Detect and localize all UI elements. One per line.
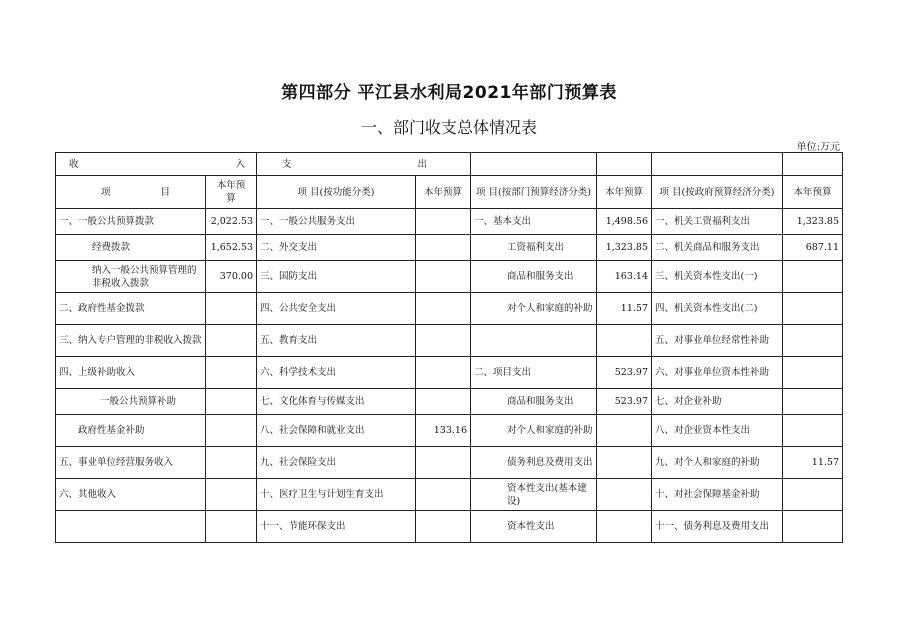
gov-item-cell: 八、对企业资本性支出: [652, 415, 783, 447]
func-amount-cell: [416, 235, 471, 261]
table-row: [56, 389, 843, 415]
income-amount-cell: [206, 511, 257, 543]
gov-item-cell: 三、机关资本性支出(一): [652, 261, 783, 293]
dept-amount-cell: [597, 415, 652, 447]
gov-amount-cell: [783, 293, 843, 325]
income-item-cell: 经费拨款: [56, 235, 206, 261]
dept-item-cell: 债务利息及费用支出: [471, 447, 597, 479]
func-amount-cell: [416, 447, 471, 479]
gov-amount-cell: 1,323.85: [783, 209, 843, 235]
income-item-header: [56, 176, 206, 209]
table-row: [56, 447, 843, 479]
gov-item-cell: 七、对企业补助: [652, 389, 783, 415]
dept-amount-cell: [597, 479, 652, 511]
gov-amount-cell: [783, 389, 843, 415]
func-item-cell: 三、国防支出: [257, 261, 416, 293]
func-item-cell: 十、医疗卫生与计划生育支出: [257, 479, 416, 511]
item-header-char-a: 项: [101, 186, 111, 198]
income-item-cell: 三、纳入专户管理的非税收入拨款: [56, 325, 206, 357]
income-item-cell: 一、一般公共预算拨款: [56, 209, 206, 235]
income-item-cell: 六、其他收入: [56, 479, 206, 511]
dept-amount-cell: [597, 511, 652, 543]
func-item-cell: 十一、节能环保支出: [257, 511, 416, 543]
table-row: [56, 357, 843, 389]
dept-item-cell: 一、基本支出: [471, 209, 597, 235]
empty-header-cell: [597, 153, 652, 176]
income-item-cell: 政府性基金补助: [56, 415, 206, 447]
gov-amount-cell: [783, 511, 843, 543]
func-amount-cell: [416, 511, 471, 543]
income-amount-cell: 1,652.53: [206, 235, 257, 261]
func-item-cell: 四、公共安全支出: [257, 293, 416, 325]
income-group-header: [56, 153, 257, 176]
income-item-cell: [56, 511, 206, 543]
gov-amount-cell: [783, 479, 843, 511]
dept-amount-cell: 163.14: [597, 261, 652, 293]
dept-item-cell: 二、项目支出: [471, 357, 597, 389]
dept-item-cell: 商品和服务支出: [471, 389, 597, 415]
gov-item-cell: 九、对个人和家庭的补助: [652, 447, 783, 479]
dept-amount-cell: [597, 447, 652, 479]
dept-amount-cell: 523.97: [597, 389, 652, 415]
table-row: [56, 415, 843, 447]
gov-item-cell: 一、机关工资福利支出: [652, 209, 783, 235]
gov-item-cell: 四、机关资本性支出(二): [652, 293, 783, 325]
table-row: [56, 261, 843, 293]
func-amount-cell: [416, 357, 471, 389]
income-amount-cell: 370.00: [206, 261, 257, 293]
gov-amount-cell: [783, 357, 843, 389]
income-header-char-b: 入: [235, 158, 245, 170]
empty-header-cell: [652, 153, 783, 176]
expense-header-char-a: 支: [282, 158, 292, 170]
budget-header-line-2: 算: [226, 193, 236, 204]
table-row: [56, 511, 843, 543]
func-amount-cell: [416, 209, 471, 235]
income-item-cell: 五、事业单位经营服务收入: [56, 447, 206, 479]
item-header-char-b: 目: [160, 186, 170, 198]
unit-label: 单位:万元: [796, 142, 840, 153]
func-amount-cell: 133.16: [416, 415, 471, 447]
income-item-cell: 四、上级补助收入: [56, 357, 206, 389]
dept-amount-cell: 523.97: [597, 357, 652, 389]
func-item-cell: 六、科学技术支出: [257, 357, 416, 389]
income-amount-cell: [206, 325, 257, 357]
dept-amount-cell: 1,498.56: [597, 209, 652, 235]
func-amount-cell: [416, 325, 471, 357]
income-amount-cell: [206, 357, 257, 389]
table-row: [56, 479, 843, 511]
gov-item-cell: 十一、债务利息及费用支出: [652, 511, 783, 543]
gov-amount-cell: [783, 261, 843, 293]
income-item-cell: 一般公共预算补助: [56, 389, 206, 415]
dept-amount-cell: [597, 325, 652, 357]
dept-item-cell: 资本性支出: [471, 511, 597, 543]
gov-item-cell: 二、机关商品和服务支出: [652, 235, 783, 261]
func-amount-cell: [416, 389, 471, 415]
table-row: [56, 325, 843, 357]
expense-group-header: [257, 153, 471, 176]
dept-budget-header: 本年预算: [597, 176, 652, 209]
gov-item-cell: 六、对事业单位资本性补助: [652, 357, 783, 389]
header-row-1: [56, 153, 843, 176]
table-row: [56, 209, 843, 235]
expense-header-char-b: 出: [417, 158, 427, 170]
dept-item-header: 项 目(按部门预算经济分类): [471, 176, 597, 209]
income-amount-cell: [206, 447, 257, 479]
func-item-cell: 八、社会保障和就业支出: [257, 415, 416, 447]
dept-amount-cell: 11.57: [597, 293, 652, 325]
dept-item-cell: 对个人和家庭的补助: [471, 415, 597, 447]
income-amount-cell: 2,022.53: [206, 209, 257, 235]
header-row-2: [56, 176, 843, 209]
func-item-cell: 五、教育支出: [257, 325, 416, 357]
gov-item-cell: 十、对社会保障基金补助: [652, 479, 783, 511]
gov-amount-cell: 687.11: [783, 235, 843, 261]
dept-item-cell: [471, 325, 597, 357]
budget-summary-table: [55, 152, 843, 543]
dept-item-cell: 资本性支出(基本建设): [471, 479, 597, 511]
empty-header-cell: [471, 153, 597, 176]
gov-item-cell: 五、对事业单位经常性补助: [652, 325, 783, 357]
gov-amount-cell: [783, 325, 843, 357]
income-amount-cell: [206, 479, 257, 511]
income-header-char-a: 收: [69, 158, 79, 170]
dept-amount-cell: 1,323.85: [597, 235, 652, 261]
gov-item-header: 项 目(按政府预算经济分类): [652, 176, 783, 209]
func-item-cell: 九、社会保险支出: [257, 447, 416, 479]
gov-budget-header: 本年预算: [783, 176, 843, 209]
gov-amount-cell: 11.57: [783, 447, 843, 479]
income-item-cell: 二、政府性基金拨款: [56, 293, 206, 325]
func-item-cell: 一、一般公共服务支出: [257, 209, 416, 235]
table-body: [56, 209, 843, 543]
page-title: 第四部分 平江县水利局2021年部门预算表: [281, 83, 617, 103]
empty-header-cell: [783, 153, 843, 176]
income-amount-cell: [206, 389, 257, 415]
table-title: 一、部门收支总体情况表: [360, 118, 537, 137]
gov-amount-cell: [783, 415, 843, 447]
func-item-header: 项 目(按功能分类): [257, 176, 416, 209]
dept-item-cell: 工资福利支出: [471, 235, 597, 261]
income-budget-header: [206, 176, 257, 209]
dept-item-cell: 商品和服务支出: [471, 261, 597, 293]
func-amount-cell: [416, 261, 471, 293]
income-item-cell: 纳入一般公共预算管理的非税收入拨款: [56, 261, 206, 293]
table-row: [56, 235, 843, 261]
func-budget-header: 本年预算: [416, 176, 471, 209]
func-amount-cell: [416, 479, 471, 511]
func-amount-cell: [416, 293, 471, 325]
func-item-cell: 七、文化体育与传媒支出: [257, 389, 416, 415]
table-row: [56, 293, 843, 325]
budget-header-line-1: 本年预: [216, 180, 246, 191]
income-amount-cell: [206, 293, 257, 325]
income-amount-cell: [206, 415, 257, 447]
func-item-cell: 二、外交支出: [257, 235, 416, 261]
dept-item-cell: 对个人和家庭的补助: [471, 293, 597, 325]
